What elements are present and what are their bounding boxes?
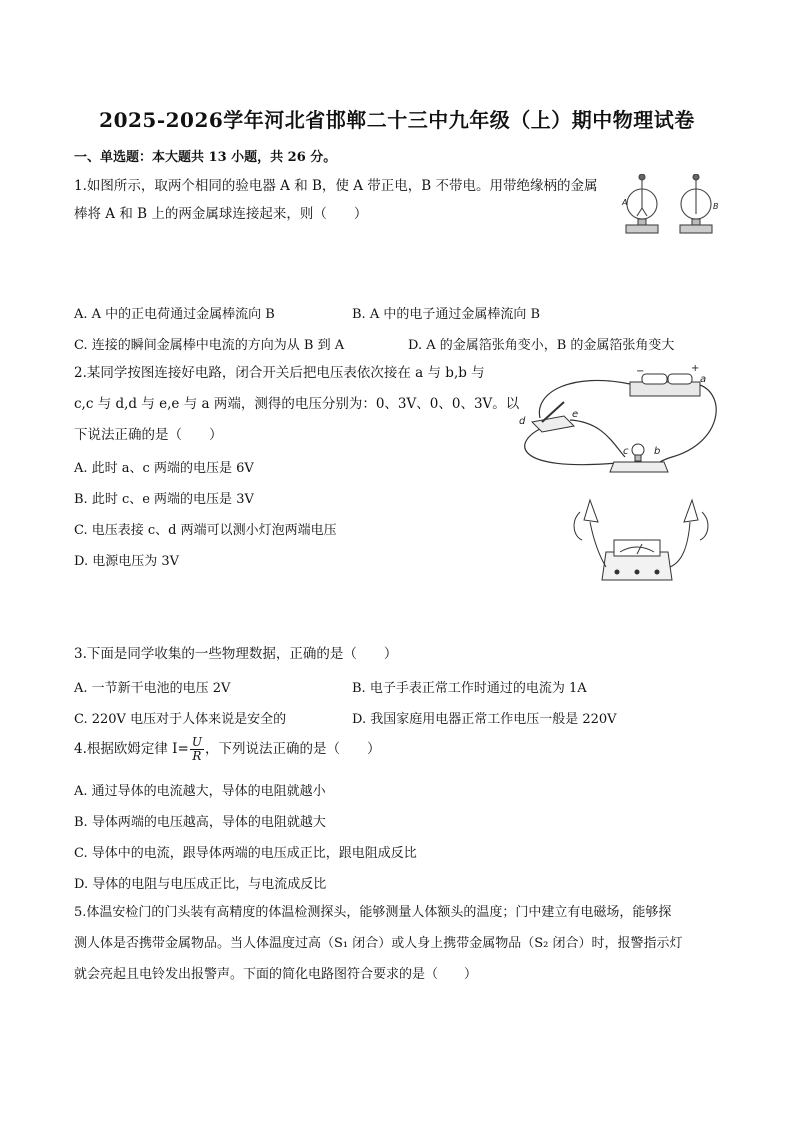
electroscope-b <box>680 174 719 233</box>
ohm-law-fraction <box>190 736 204 763</box>
q4-option-b: B. 导体两端的电压越高，导体的电阻就越大 <box>74 815 326 830</box>
q2-option-a: A. 此时 a、c 两端的电压是 6V <box>74 461 254 476</box>
lamp-icon <box>610 444 668 472</box>
q1-option-d: D. A 的金属箔张角变小，B 的金属箔张角变大 <box>408 338 675 353</box>
q1-option-b: B. A 中的电子通过金属棒流向 B <box>352 307 541 322</box>
q2-stem-line3: 下说法正确的是（ ） <box>74 427 223 443</box>
q2-option-d: D. 电源电压为 3V <box>74 554 180 569</box>
label-d: d <box>519 416 526 427</box>
electroscope-a <box>621 174 658 233</box>
label-b: B <box>713 202 719 211</box>
label-a: A <box>622 198 628 207</box>
q2-stem-line1: 2.某同学按图连接好电路，闭合开关后把电压表依次接在 a 与 b,b 与 <box>74 365 485 381</box>
q1-stem-line1: 1.如图所示，取两个相同的验电器 A 和 B，使 A 带正电，B 不带电。用带绝缘柄的金属 <box>74 178 598 194</box>
switch-icon <box>519 402 578 432</box>
q4-option-d: D. 导体的电阻与电压成正比，与电流成反比 <box>74 877 327 892</box>
q3-stem: 3.下面是同学收集的一些物理数据，正确的是（ ） <box>74 646 398 662</box>
label-a: a <box>700 374 707 385</box>
q2-option-b: B. 此时 c、e 两端的电压是 3V <box>74 492 254 507</box>
q2-stem-line2: c,c 与 d,d 与 e,e 与 a 两端，测得的电压分别为：0、3V、0、0、3V。以 <box>74 396 520 412</box>
q3-option-b: B. 电子手表正常工作时通过的电流为 1A <box>352 681 587 696</box>
q1-stem-line2: 棒将 A 和 B 上的两金属球连接起来，则（ ） <box>74 206 368 222</box>
fraction-numerator: U <box>191 735 202 749</box>
exam-title: 2025-2026学年河北省邯郸二十三中九年级（上）期中物理试卷 <box>99 108 695 132</box>
probe-right-icon <box>670 500 708 567</box>
q3-option-d: D. 我国家庭用电器正常工作电压一般是 220V <box>352 712 617 727</box>
q1-option-a: A. A 中的正电荷通过金属棒流向 B <box>74 307 275 322</box>
label-e: e <box>572 409 579 420</box>
q3-option-a: A. 一节新干电池的电压 2V <box>74 681 231 696</box>
svg-text:+: + <box>691 363 700 374</box>
section-heading: 一、单选题：本大题共 13 小题，共 26 分。 <box>74 150 337 165</box>
q3-option-c: C. 220V 电压对于人体来说是安全的 <box>74 712 287 727</box>
probe-left-icon <box>574 500 606 567</box>
circuit-figure <box>512 362 724 590</box>
q4-stem <box>74 734 380 764</box>
q5-stem-line2: 测人体是否携带金属物品。当人体温度过高（S₁ 闭合）或人身上携带金属物品（S₂ 闭合）时，报警指示灯 <box>74 936 683 951</box>
q5-stem-line3: 就会亮起且电铃发出报警声。下面的简化电路图符合要求的是（ ） <box>74 967 478 982</box>
q1-option-c: C. 连接的瞬间金属棒中电流的方向为从 B 到 A <box>74 338 345 353</box>
battery-icon <box>630 363 706 396</box>
q4-option-c: C. 导体中的电流，跟导体两端的电压成正比，跟电阻成反比 <box>74 846 417 861</box>
label-b: b <box>654 446 661 457</box>
voltmeter-icon <box>602 540 672 580</box>
electroscope-figure <box>614 174 724 240</box>
fraction-denominator: R <box>192 749 202 763</box>
q2-option-c: C. 电压表接 c、d 两端可以测小灯泡两端电压 <box>74 523 337 538</box>
q4-stem-before: 4.根据欧姆定律 I= <box>74 741 189 757</box>
svg-text:−: − <box>636 366 645 377</box>
q4-option-a: A. 通过导体的电流越大，导体的电阻就越小 <box>74 784 326 799</box>
q4-stem-after: ，下列说法正确的是（ ） <box>204 741 381 757</box>
label-c: c <box>623 446 629 457</box>
q5-stem-line1: 5.体温安检门的门头装有高精度的体温检测探头，能够测量人体额头的温度；门中建立有电磁场，能够探 <box>74 905 672 920</box>
